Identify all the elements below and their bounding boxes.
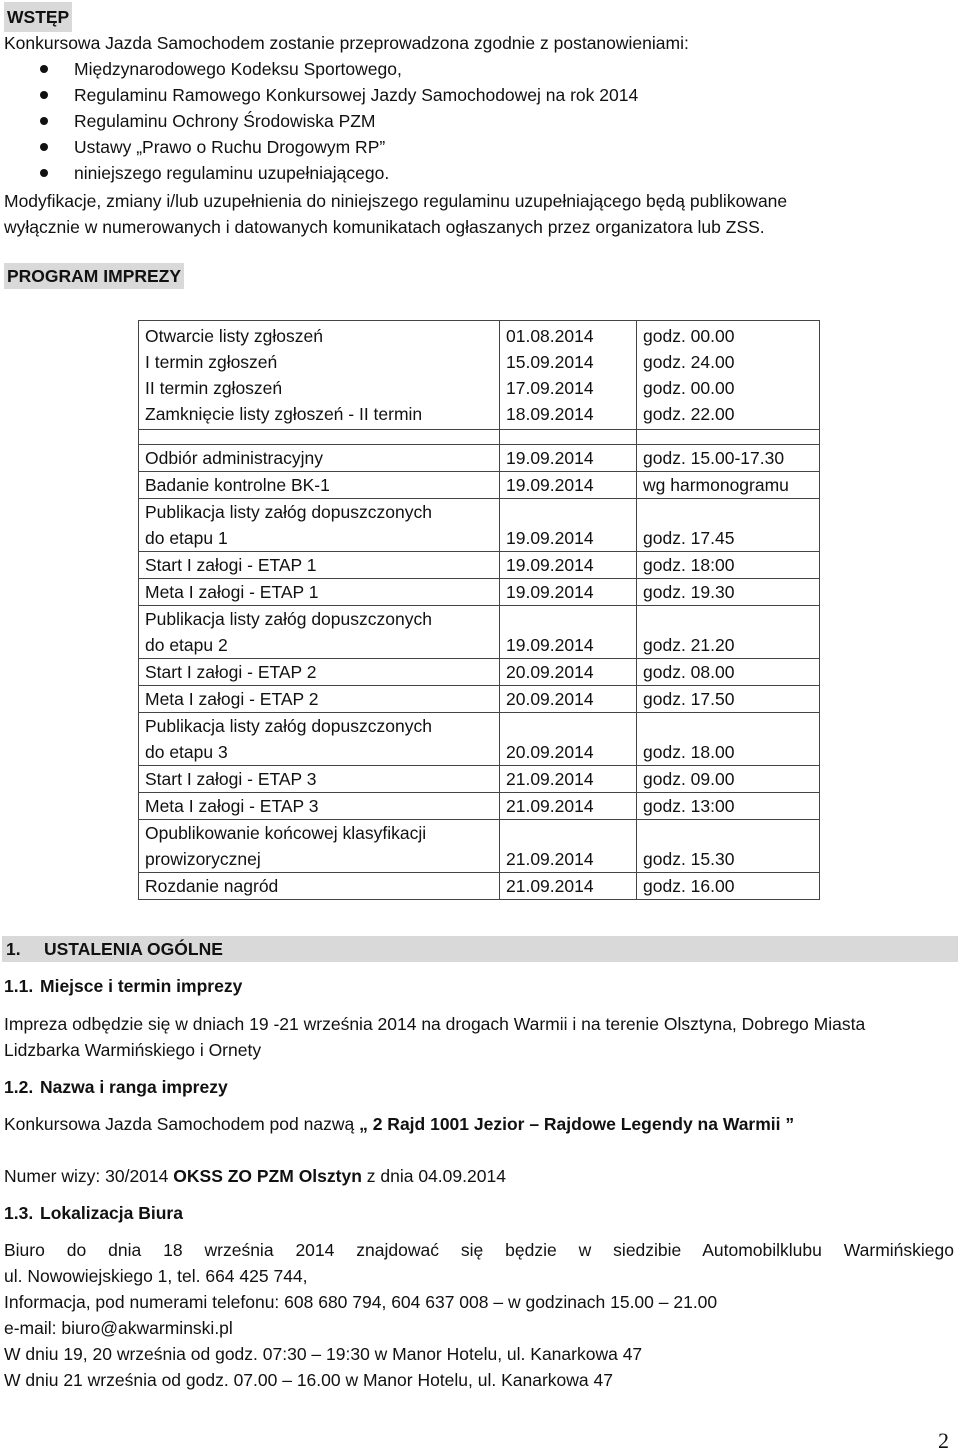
list-item: Regulaminu Ramowego Konkursowej Jazdy Samochodowej na rok 2014: [40, 82, 638, 108]
visa-line: [4, 1163, 506, 1189]
cell-label: II termin zgłoszeń: [145, 378, 283, 398]
office-text: Informacja, pod numerami telefonu: 608 680 794, 604 637 008 – w godzinach 15.00 – 21.00: [4, 1292, 718, 1312]
cell-time: godz. 00.00: [643, 378, 735, 398]
cell-label-line: Start I załogi - ETAP 1: [145, 555, 317, 575]
regulations-list: [40, 56, 638, 186]
page-number: 2: [938, 1428, 949, 1453]
section-heading-wstep: WSTĘP: [4, 2, 72, 32]
table-row: [139, 321, 820, 430]
cell-label: Zamknięcie listy zgłoszeń - II termin: [145, 404, 423, 424]
table-row: [139, 472, 820, 499]
cell-label: [139, 445, 500, 472]
cell-label-line: Meta I załogi - ETAP 2: [145, 689, 319, 709]
cell-time: godz. 19.30: [637, 579, 820, 606]
table-row: [139, 659, 820, 686]
cell-date: 21.09.2014: [500, 793, 637, 820]
cell-label-line: prowizorycznej: [145, 849, 261, 869]
cell-label-line: Rozdanie nagród: [145, 876, 279, 896]
table-row: [139, 713, 820, 766]
table-row: [139, 606, 820, 659]
modifications-paragraph-line: wyłącznie w numerowanych i datowanych komunikatach ogłaszanych przez organizatora lub ZSS.: [4, 217, 765, 237]
office-text: ul. Nowowiejskiego 1, tel. 664 425 744,: [4, 1266, 308, 1286]
intro-line: Konkursowa Jazda Samochodem zostanie przeprowadzona zgodnie z postanowieniami:: [4, 33, 689, 53]
cell-time: wg harmonogramu: [637, 472, 820, 499]
office-email: e-mail: biuro@akwarminski.pl: [4, 1318, 233, 1338]
subsection-title: Miejsce i termin imprezy: [40, 976, 243, 996]
table-row: [139, 686, 820, 713]
cell-time: godz. 17.45: [637, 499, 820, 552]
cell-date: 20.09.2014: [500, 686, 637, 713]
cell-time: godz. 00.00: [643, 326, 735, 346]
registration-dates: [500, 321, 637, 430]
cell-time: godz. 13:00: [637, 793, 820, 820]
cell-label-line: Start I załogi - ETAP 3: [145, 769, 317, 789]
list-item: Regulaminu Ochrony Środowiska PZM: [40, 108, 638, 134]
visa-authority: OKSS ZO PZM Olsztyn: [173, 1166, 362, 1186]
cell-date: 19.09.2014: [500, 445, 637, 472]
cell-time: godz. 22.00: [643, 404, 735, 424]
program-table: [138, 320, 820, 900]
cell-label: [139, 873, 500, 900]
visa-date: z dnia 04.09.2014: [366, 1166, 506, 1186]
cell-time: godz. 15.00-17.30: [637, 445, 820, 472]
cell-label: [139, 499, 500, 552]
table-row: [139, 579, 820, 606]
cell-date: 19.09.2014: [500, 606, 637, 659]
section-title: USTALENIA OGÓLNE: [44, 939, 223, 959]
subsection-title: Lokalizacja Biura: [40, 1203, 183, 1223]
cell-date: 01.08.2014: [506, 326, 594, 346]
cell-date: 20.09.2014: [500, 713, 637, 766]
cell-time: godz. 15.30: [637, 820, 820, 873]
cell-label: [139, 552, 500, 579]
subsection-number: 1.3.: [4, 1203, 34, 1223]
cell-label: [139, 713, 500, 766]
event-name-prefix: Konkursowa Jazda Samochodem pod nazwą: [4, 1114, 355, 1134]
cell-time: godz. 21.20: [637, 606, 820, 659]
event-name-line: [4, 1111, 794, 1137]
cell-label: [139, 793, 500, 820]
cell-date: 19.09.2014: [500, 552, 637, 579]
cell-label: I termin zgłoszeń: [145, 352, 278, 372]
cell-time: godz. 16.00: [637, 873, 820, 900]
cell-time: godz. 17.50: [637, 686, 820, 713]
office-text: W dniu 21 września od godz. 07.00 – 16.00 w Manor Hotelu, ul. Kanarkowa 47: [4, 1370, 613, 1390]
table-row: [139, 793, 820, 820]
event-name: „ 2 Rajd 1001 Jezior – Rajdowe Legendy na Warmii ”: [359, 1114, 795, 1134]
cell-date: 17.09.2014: [506, 378, 594, 398]
cell-time: godz. 09.00: [637, 766, 820, 793]
cell-label: [139, 579, 500, 606]
cell-date: 18.09.2014: [506, 404, 594, 424]
cell-date: 21.09.2014: [500, 873, 637, 900]
section-heading-program: PROGRAM IMPREZY: [4, 263, 184, 289]
subsection-number: 1.1.: [4, 976, 34, 996]
cell-label-line: do etapu 2: [145, 635, 228, 655]
cell-label-line: Start I załogi - ETAP 2: [145, 662, 317, 682]
cell-label-line: do etapu 1: [145, 528, 228, 548]
modifications-paragraph-line: Modyfikacje, zmiany i/lub uzupełnienia do niniejszego regulaminu uzupełniającego będą publikowane: [4, 191, 788, 211]
table-row: [139, 820, 820, 873]
cell-label-line: Publikacja listy załóg dopuszczonych: [145, 502, 432, 522]
cell-time: godz. 18.00: [637, 713, 820, 766]
subsection-title: Nazwa i ranga imprezy: [40, 1077, 228, 1097]
cell-label: [139, 606, 500, 659]
place-date-text: Lidzbarka Warmińskiego i Ornety: [4, 1040, 262, 1060]
cell-label: [139, 820, 500, 873]
subsection-number: 1.2.: [4, 1077, 34, 1097]
cell-label: [139, 659, 500, 686]
place-date-text: Impreza odbędzie się w dniach 19 -21 września 2014 na drogach Warmii i na terenie Olsztyna, Dobrego Miasta: [4, 1014, 866, 1034]
cell-time: godz. 08.00: [637, 659, 820, 686]
registration-labels: [139, 321, 500, 430]
cell-date: 20.09.2014: [500, 659, 637, 686]
office-text: Biuro do dnia 18 września 2014 znajdować się będzie w siedzibie Automobilklubu Warmińskiego: [4, 1240, 954, 1260]
table-spacer-row: [139, 430, 820, 445]
cell-label-line: Meta I załogi - ETAP 1: [145, 582, 319, 602]
cell-date: 15.09.2014: [506, 352, 594, 372]
cell-label-line: Odbiór administracyjny: [145, 448, 323, 468]
cell-label: [139, 766, 500, 793]
cell-label: [139, 686, 500, 713]
table-row: [139, 499, 820, 552]
cell-date: 19.09.2014: [500, 499, 637, 552]
cell-date: 19.09.2014: [500, 579, 637, 606]
cell-label-line: Opublikowanie końcowej klasyfikacji: [145, 823, 427, 843]
list-item: Międzynarodowego Kodeksu Sportowego,: [40, 56, 638, 82]
table-row: [139, 766, 820, 793]
table-row: [139, 873, 820, 900]
cell-date: 19.09.2014: [500, 472, 637, 499]
cell-time: godz. 24.00: [643, 352, 735, 372]
list-item: niniejszego regulaminu uzupełniającego.: [40, 160, 638, 186]
cell-date: 21.09.2014: [500, 820, 637, 873]
cell-label: [139, 472, 500, 499]
cell-label: Otwarcie listy zgłoszeń: [145, 326, 323, 346]
cell-date: 21.09.2014: [500, 766, 637, 793]
section-number: 1.: [6, 939, 21, 959]
cell-label-line: Publikacja listy załóg dopuszczonych: [145, 609, 432, 629]
cell-label-line: do etapu 3: [145, 742, 228, 762]
table-row: [139, 552, 820, 579]
cell-label-line: Publikacja listy załóg dopuszczonych: [145, 716, 432, 736]
registration-times: [637, 321, 820, 430]
cell-label-line: Meta I załogi - ETAP 3: [145, 796, 319, 816]
list-item: Ustawy „Prawo o Ruchu Drogowym RP”: [40, 134, 638, 160]
visa-prefix: Numer wizy: 30/2014: [4, 1166, 169, 1186]
cell-time: godz. 18:00: [637, 552, 820, 579]
cell-label-line: Badanie kontrolne BK-1: [145, 475, 330, 495]
table-row: [139, 445, 820, 472]
office-text: W dniu 19, 20 września od godz. 07:30 – 19:30 w Manor Hotelu, ul. Kanarkowa 47: [4, 1344, 643, 1364]
